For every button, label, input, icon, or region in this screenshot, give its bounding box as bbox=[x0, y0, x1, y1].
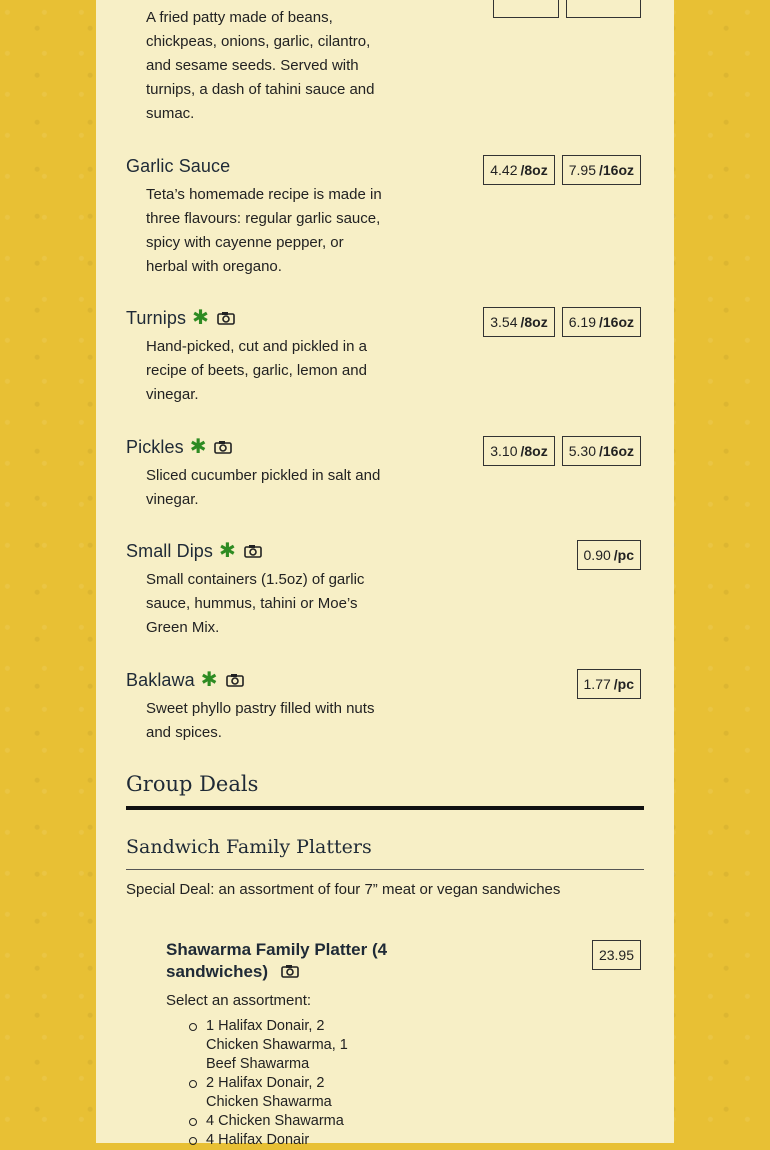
camera-icon[interactable] bbox=[226, 673, 244, 687]
price-16oz[interactable]: 6.19 /16oz bbox=[562, 307, 641, 337]
assortment-option[interactable]: 4 Chicken Shawarma bbox=[206, 1112, 376, 1131]
platter-price[interactable]: 23.95 bbox=[592, 940, 641, 970]
item-description: Hand-picked, cut and pickled in a recipe of beets, garlic, lemon and vinegar. bbox=[146, 338, 367, 403]
price-8oz[interactable]: 4.42 /8oz bbox=[483, 155, 554, 185]
price-box bbox=[566, 0, 641, 18]
camera-icon[interactable] bbox=[214, 440, 232, 454]
subsection-divider bbox=[126, 869, 644, 870]
camera-icon[interactable] bbox=[244, 544, 262, 558]
section-divider bbox=[126, 806, 644, 810]
select-assortment-label: Select an assortment: bbox=[166, 992, 312, 1009]
item-name[interactable]: Baklawa bbox=[126, 669, 195, 690]
camera-icon[interactable] bbox=[217, 311, 235, 325]
item-description: Small containers (1.5oz) of garlic sauce, hummus, tahini or Moe’s Green Mix. bbox=[146, 571, 365, 636]
assortment-option[interactable]: 4 Halifax Donair bbox=[206, 1131, 376, 1150]
price-8oz[interactable]: 3.10 /8oz bbox=[483, 436, 554, 466]
item-description: A fried patty made of beans, chickpeas, onions, garlic, cilantro, and sesame seeds. Served with turnips, a dash of tahini sauce and sumac. bbox=[146, 9, 375, 122]
item-description: Sweet phyllo pastry filled with nuts and spices. bbox=[146, 700, 375, 741]
item-name[interactable]: Garlic Sauce bbox=[126, 155, 231, 176]
price-group bbox=[483, 307, 641, 337]
platter-name[interactable]: Shawarma Family Platter (4 sandwiches) bbox=[166, 940, 388, 981]
price-group bbox=[483, 155, 641, 185]
vegan-asterisk-icon: ✱ bbox=[192, 307, 209, 329]
camera-icon[interactable] bbox=[281, 964, 299, 978]
item-name[interactable]: Small Dips bbox=[126, 540, 214, 561]
price-group bbox=[577, 540, 641, 570]
vegan-asterisk-icon: ✱ bbox=[200, 669, 218, 691]
item-header bbox=[126, 307, 235, 329]
item-description: Teta’s homemade recipe is made in three flavours: regular garlic sauce, spicy with cayenne pepper, or herbal with oregano. bbox=[146, 186, 382, 275]
item-name[interactable]: Pickles bbox=[126, 436, 184, 457]
assortment-option[interactable]: 1 Halifax Donair, 2 Chicken Shawarma, 1 Beef Shawarma bbox=[206, 1017, 376, 1074]
platter-price-group bbox=[592, 940, 641, 970]
price-group bbox=[483, 436, 641, 466]
item-header bbox=[126, 155, 230, 177]
special-deal-text: Special Deal: an assortment of four 7” meat or vegan sandwiches bbox=[126, 881, 561, 898]
vegan-asterisk-icon: ✱ bbox=[219, 540, 236, 562]
price-per-piece[interactable]: 1.77 /pc bbox=[577, 669, 641, 699]
price-group bbox=[577, 669, 641, 699]
assortment-option[interactable]: 2 Halifax Donair, 2 Chicken Shawarma bbox=[206, 1074, 376, 1112]
price-box bbox=[493, 0, 559, 18]
item-header bbox=[126, 436, 232, 458]
subsection-title: Sandwich Family Platters bbox=[126, 836, 372, 858]
price-per-piece[interactable]: 0.90 /pc bbox=[577, 540, 641, 570]
section-title-group-deals: Group Deals bbox=[126, 772, 259, 796]
price-16oz[interactable]: 5.30 /16oz bbox=[562, 436, 641, 466]
menu-panel bbox=[96, 0, 674, 1148]
item-name[interactable]: Turnips bbox=[126, 307, 187, 328]
item-header bbox=[126, 669, 244, 691]
price-8oz[interactable]: 3.54 /8oz bbox=[483, 307, 554, 337]
price-16oz[interactable]: 7.95 /16oz bbox=[562, 155, 641, 185]
price-group-falafel bbox=[493, 0, 641, 18]
item-description: Sliced cucumber pickled in salt and vinegar. bbox=[146, 467, 381, 508]
vegan-asterisk-icon: ✱ bbox=[189, 436, 207, 458]
item-header bbox=[126, 540, 262, 562]
